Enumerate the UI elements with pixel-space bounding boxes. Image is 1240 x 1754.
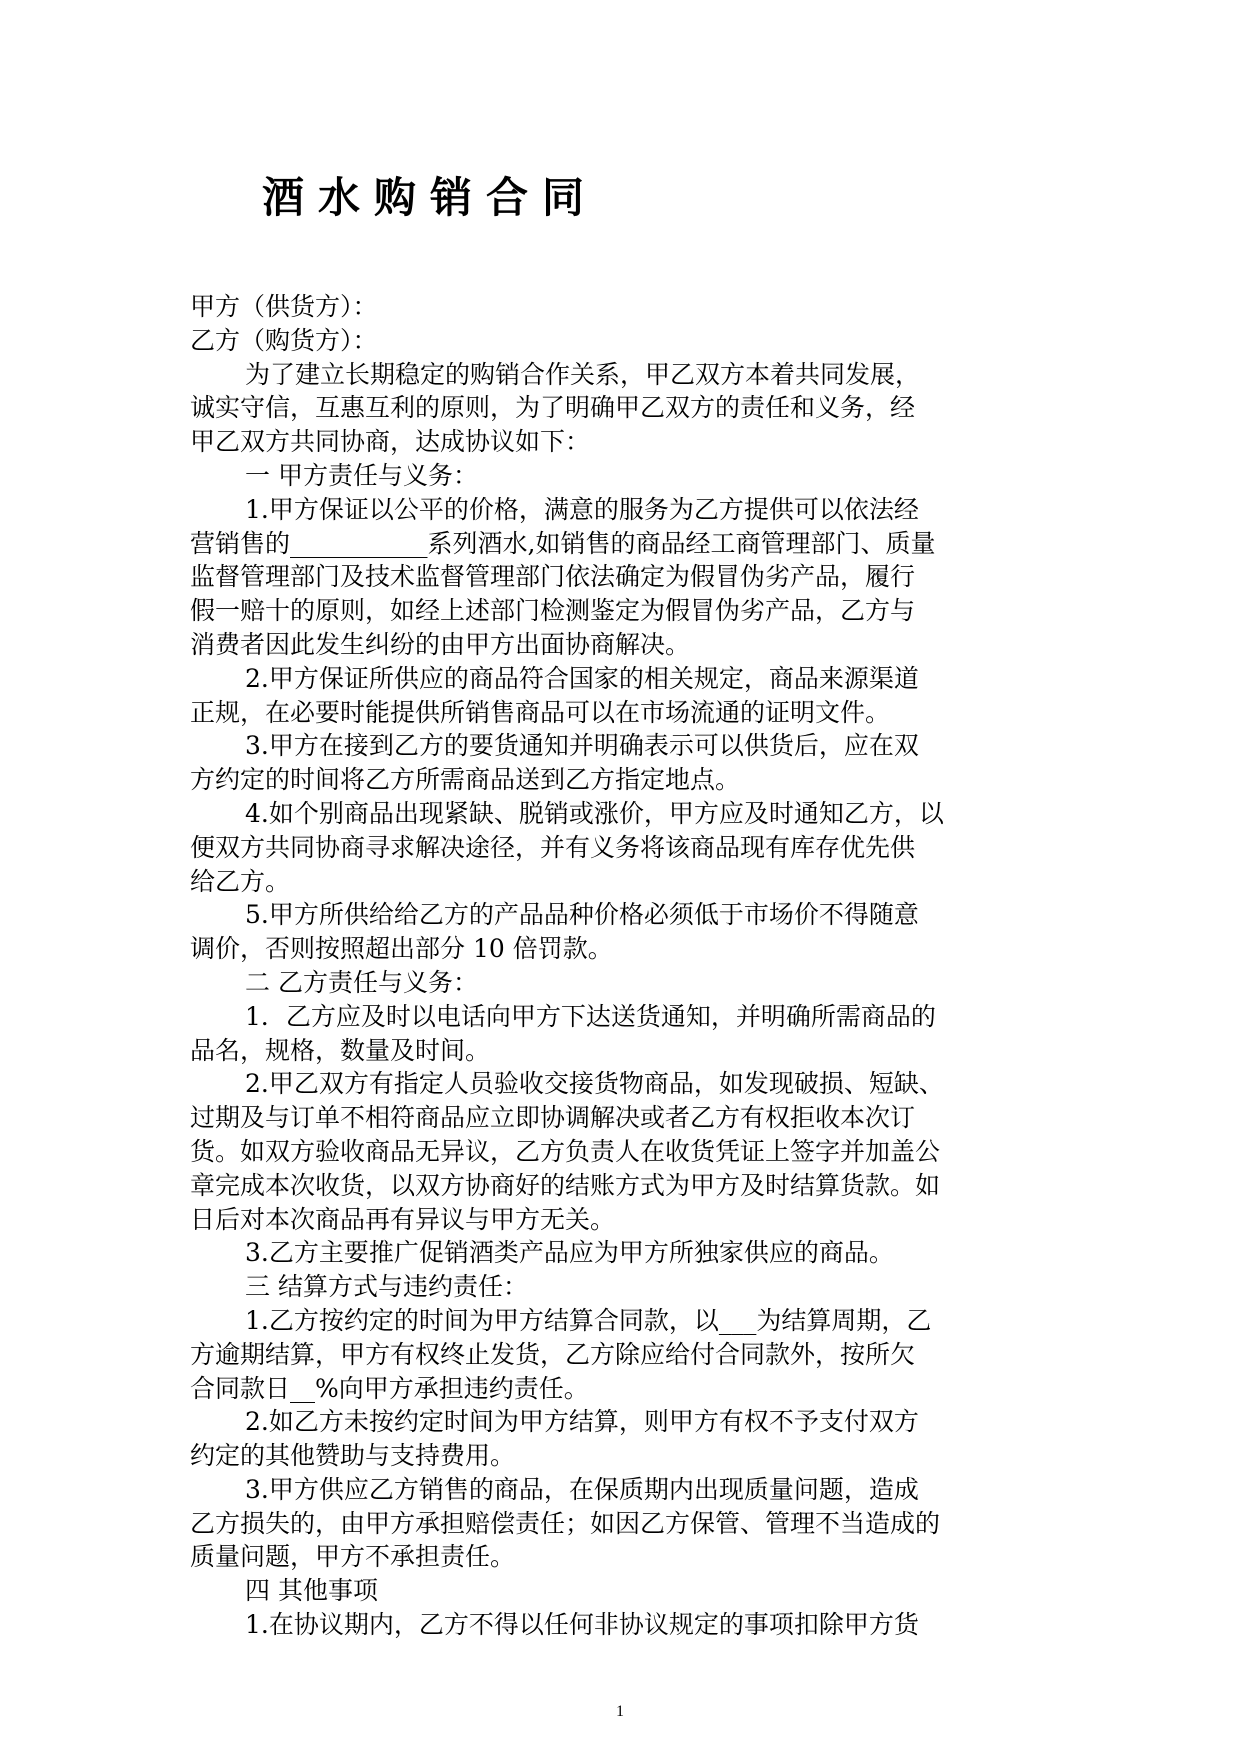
clause-line: 过期及与订单不相符商品应立即协调解决或者乙方有权拒收本次订 bbox=[190, 1103, 916, 1133]
intro-line: 诚实守信，互惠互利的原则，为了明确甲乙双方的责任和义务，经 bbox=[190, 393, 916, 423]
clause-line: 方约定的时间将乙方所需商品送到乙方指定地点。 bbox=[190, 765, 741, 795]
clause-line: 4.如个别商品出现紧缺、脱销或涨价，甲方应及时通知乙方，以 bbox=[245, 798, 944, 828]
section-heading: 三 结算方式与违约责任： bbox=[245, 1272, 528, 1302]
section-heading: 一 甲方责任与义务： bbox=[245, 460, 478, 490]
party-b-line: 乙方（购货方）： bbox=[190, 325, 378, 355]
clause-line: 2.甲乙双方有指定人员验收交接货物商品，如发现破损、短缺、 bbox=[245, 1069, 944, 1099]
page-number: 1 bbox=[616, 1703, 624, 1720]
clause-line: 质量问题，甲方不承担责任。 bbox=[190, 1542, 516, 1572]
clause-line: 给乙方。 bbox=[190, 866, 291, 896]
clause-line: 消费者因此发生纠纷的由甲方出面协商解决。 bbox=[190, 629, 691, 659]
clause-line: 约定的其他赞助与支持费用。 bbox=[190, 1441, 516, 1471]
clause-line: 1.在协议期内，乙方不得以任何非协议规定的事项扣除甲方货 bbox=[245, 1610, 919, 1640]
intro-line: 为了建立长期稳定的购销合作关系，甲乙双方本着共同发展， bbox=[245, 359, 921, 389]
section-heading: 二 乙方责任与义务： bbox=[245, 967, 478, 997]
clause-line: 1.甲方保证以公平的价格，满意的服务为乙方提供可以依法经 bbox=[245, 494, 919, 524]
clause-line: 3.乙方主要推广促销酒类产品应为甲方所独家供应的商品。 bbox=[245, 1238, 894, 1268]
clause-line: 正规，在必要时能提供所销售商品可以在市场流通的证明文件。 bbox=[190, 697, 891, 727]
intro-line: 甲乙双方共同协商，达成协议如下： bbox=[190, 427, 591, 457]
clause-line: 便双方共同协商寻求解决途径，并有义务将该商品现有库存优先供 bbox=[190, 832, 916, 862]
clause-line: 5.甲方所供给给乙方的产品品种价格必须低于市场价不得随意 bbox=[245, 900, 919, 930]
clause-line: 监督管理部门及技术监督管理部门依法确定为假冒伪劣产品，履行 bbox=[190, 562, 916, 592]
clause-line: 营销售的___________系列酒水,如销售的商品经工商管理部门、质量 bbox=[190, 528, 936, 558]
clause-line: 乙方损失的，由甲方承担赔偿责任；如因乙方保管、管理不当造成的 bbox=[190, 1508, 941, 1538]
clause-line: 1．乙方应及时以电话向甲方下达送货通知，并明确所需商品的 bbox=[245, 1001, 936, 1031]
clause-line: 方逾期结算，甲方有权终止发货，乙方除应给付合同款外，按所欠 bbox=[190, 1339, 916, 1369]
clause-line: 货。如双方验收商品无异议，乙方负责人在收货凭证上签字并加盖公 bbox=[190, 1136, 941, 1166]
clause-line: 合同款日__%向甲方承担违约责任。 bbox=[190, 1373, 589, 1403]
clause-line: 假一赔十的原则，如经上述部门检测鉴定为假冒伪劣产品，乙方与 bbox=[190, 596, 916, 626]
clause-line: 2.如乙方未按约定时间为甲方结算，则甲方有权不予支付双方 bbox=[245, 1407, 919, 1437]
clause-line: 2.甲方保证所供应的商品符合国家的相关规定，商品来源渠道 bbox=[245, 663, 919, 693]
document-title: 酒水购销合同 bbox=[261, 173, 598, 222]
clause-line: 3.甲方供应乙方销售的商品，在保质期内出现质量问题，造成 bbox=[245, 1474, 919, 1504]
document-body bbox=[190, 290, 1050, 1642]
section-heading: 四 其他事项 bbox=[245, 1576, 378, 1606]
clause-line: 1.乙方按约定的时间为甲方结算合同款，以___为结算周期，乙 bbox=[245, 1305, 932, 1335]
clause-line: 调价，否则按照超出部分 10 倍罚款。 bbox=[190, 934, 613, 964]
clause-line: 品名，规格，数量及时间。 bbox=[190, 1035, 491, 1065]
party-a-line: 甲方（供货方）： bbox=[190, 292, 378, 321]
clause-line: 3.甲方在接到乙方的要货通知并明确表示可以供货后，应在双 bbox=[245, 731, 919, 761]
clause-line: 章完成本次收货，以双方协商好的结账方式为甲方及时结算货款。如 bbox=[190, 1170, 941, 1200]
clause-line: 日后对本次商品再有异议与甲方无关。 bbox=[190, 1204, 616, 1234]
